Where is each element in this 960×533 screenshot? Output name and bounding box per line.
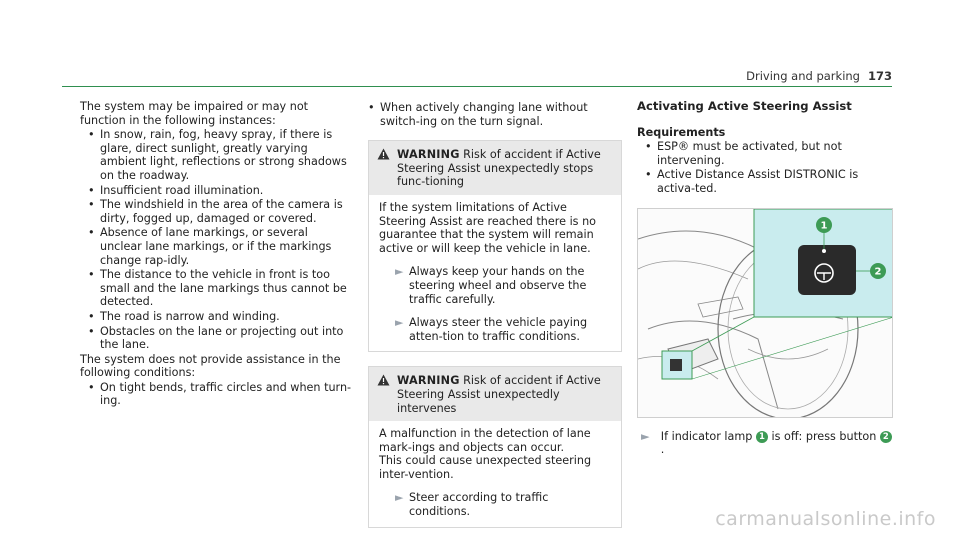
callout-1-inline: 1 [756,431,768,443]
list-item: • The windshield in the area of the camera is dirty, fogged up, damaged or covered. [88,198,352,225]
warning-triangle-icon [377,148,391,189]
watermark: carmanualsonline.info [715,508,936,531]
warning-body [369,421,621,527]
page-number: 173 [867,69,892,83]
arrow-icon: ► [641,429,650,443]
header-rule [62,86,892,87]
warning-title: Risk of accident if Active Steering Assist unexpectedly stops func-tioning [397,148,601,189]
callout-1: 1 [820,220,828,232]
list-item: • When actively changing lane without switch-ing on the turn signal. [368,101,622,128]
step-text-b: is off: press button [771,429,877,443]
step-text: Always keep your hands on the steering wheel and observe the traffic carefully. [409,265,587,306]
callout-2-inline: 2 [880,431,892,443]
callout-2: 2 [874,266,882,278]
list-item: • Insufficient road illumination. [88,184,352,198]
list-item: • On tight bends, traffic circles and when turn-ing. [88,381,352,408]
warning-box-2 [368,366,622,527]
column-2 [368,100,622,528]
list-item: • ESP® must be activated, but not intervening. [645,140,893,167]
arrow-icon: ► [395,316,404,330]
warning-label: WARNING [397,148,460,162]
requirements-list [645,140,893,195]
list-item: • Obstacles on the lane or projecting out into the lane. [88,325,352,352]
list-item: • Absence of lane markings, or several unclear lane markings, or if the markings change rap-idly. [88,226,352,267]
list-item: • The distance to the vehicle in front is too small and the lane markings thus cannot be detected. [88,268,352,309]
warning-triangle-icon [377,374,391,415]
step-text-c: . [660,443,665,457]
warning-label: WARNING [397,374,460,388]
step-text: Always steer the vehicle paying atten-tion to traffic conditions. [409,316,588,343]
action-step [395,265,611,306]
arrow-icon: ► [395,265,404,279]
dashboard-drawing [638,209,893,418]
intro-text: The system may be impaired or may not function in the following instances: [80,100,309,127]
warning-title: Risk of accident if Active Steering Assist unexpectedly intervenes [397,374,601,415]
list-item: • In snow, rain, fog, heavy spray, if there is glare, direct sunlight, greatly varying ambient light, reflections or strong shadows on the roadway. [88,128,352,182]
step-text [661,430,893,457]
column-3 [637,100,893,457]
warning-text: If the system limitations of Active Steering Assist are reached there is no guarantee that the system will remain active or will keep the vehicle in lane. [379,200,597,255]
warning-body [369,195,621,351]
warning-header [369,141,621,195]
intro-text-2: The system does not provide assistance in the following conditions: [80,352,341,380]
heading-activating: Activating Active Steering Assist [637,99,852,113]
list-item: • Active Distance Assist DISTRONIC is activa-ted. [645,168,893,195]
column-1 [80,100,352,409]
warning-box-1 [368,140,622,352]
warning-text: A malfunction in the detection of lane mark-ings and objects can occur. [379,427,591,454]
list-item: • The road is narrow and winding. [88,310,352,324]
arrow-icon: ► [395,491,404,505]
heading-requirements: Requirements [637,125,726,139]
warning-header [369,367,621,421]
steering-wheel-illustration [637,208,893,418]
conditions-list [88,381,352,408]
warning-text: This could cause unexpected steering inter-vention. [379,454,592,481]
action-step [395,316,611,343]
instances-list [88,128,352,352]
conditions-list-cont [368,101,622,128]
action-step [395,491,611,518]
section-title: Driving and parking [746,69,860,83]
page-header [746,70,892,84]
step-text-a: If indicator lamp [660,429,753,443]
step-text: Steer according to traffic conditions. [409,491,549,519]
action-step [641,430,893,457]
